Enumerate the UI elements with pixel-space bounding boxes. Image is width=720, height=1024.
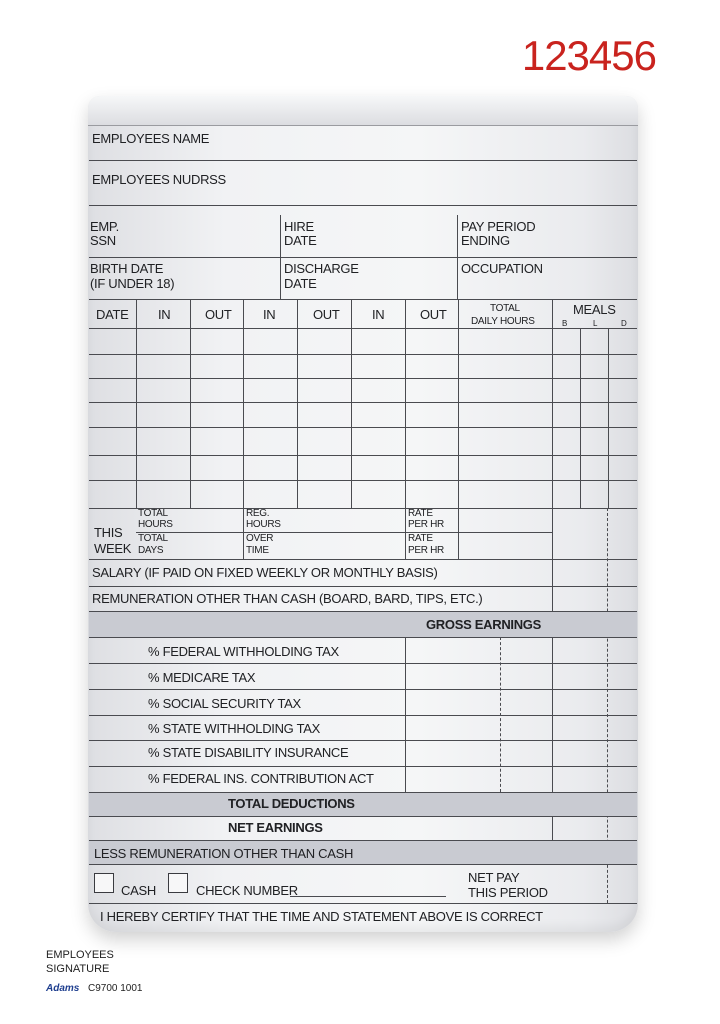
- gross-earnings-label: GROSS EARNINGS: [426, 617, 541, 632]
- birth-date-label-1: BIRTH DATE: [90, 261, 164, 276]
- divider: [89, 663, 637, 664]
- divider: [89, 816, 637, 817]
- divider: [89, 559, 637, 560]
- discharge-label-1: DISCHARGE: [284, 261, 359, 276]
- divider: [552, 299, 553, 859]
- discharge-label-2: DATE: [284, 276, 317, 291]
- col-date: DATE: [96, 307, 129, 322]
- rate-2-a: RATE: [408, 533, 433, 544]
- divider: [89, 766, 637, 767]
- employee-address-label: EMPLOYEES NUDRSS: [92, 172, 226, 187]
- col-meals: MEALS: [573, 302, 616, 317]
- deduction-fica: % FEDERAL INS. CONTRIBUTION ACT: [148, 771, 374, 786]
- col-out-3: OUT: [420, 307, 447, 322]
- deduction-federal-withholding: % FEDERAL WITHHOLDING TAX: [148, 644, 339, 659]
- meal-l: L: [593, 319, 598, 328]
- less-remuneration-label: LESS REMUNERATION OTHER THAN CASH: [94, 846, 354, 861]
- adams-logo: Adams: [46, 983, 80, 994]
- divider: [136, 299, 137, 508]
- divider: [351, 299, 352, 508]
- total-days-1: TOTAL: [138, 533, 168, 544]
- divider: [89, 903, 637, 904]
- deduction-medicare: % MEDICARE TAX: [148, 670, 256, 685]
- salary-label: SALARY (IF PAID ON FIXED WEEKLY OR MONTHLY BASIS): [92, 565, 438, 580]
- total-hours-1: TOTAL: [138, 508, 168, 519]
- reg-hours-2: HOURS: [246, 519, 281, 530]
- divider: [136, 532, 552, 533]
- net-earnings-label: NET EARNINGS: [228, 820, 323, 835]
- total-deductions-band: [89, 792, 637, 816]
- col-total-1: TOTAL: [490, 303, 520, 314]
- divider: [89, 740, 637, 741]
- col-in-3: IN: [372, 307, 385, 322]
- divider: [243, 299, 244, 559]
- occupation-label: OCCUPATION: [461, 261, 543, 276]
- meal-d: D: [621, 319, 627, 328]
- overtime-2: TIME: [246, 545, 269, 556]
- meal-b: B: [562, 319, 568, 328]
- gross-band: [89, 611, 637, 637]
- reg-hours-1: REG.: [246, 508, 270, 519]
- total-deductions-label: TOTAL DEDUCTIONS: [228, 796, 355, 811]
- divider: [580, 328, 581, 508]
- this-week-label-2: WEEK: [94, 541, 132, 556]
- table-row: [89, 354, 637, 355]
- col-out-1: OUT: [205, 307, 232, 322]
- table-row: [89, 455, 637, 456]
- table-row: [89, 402, 637, 403]
- signature-label-1: EMPLOYEES: [46, 949, 114, 961]
- this-week-label-1: THIS: [94, 525, 123, 540]
- divider: [89, 299, 637, 300]
- hire-date-label-1: HIRE: [284, 219, 314, 234]
- pay-period-label-1: PAY PERIOD: [461, 219, 536, 234]
- table-row: [89, 480, 637, 481]
- divider: [458, 299, 459, 559]
- deduction-state-withholding: % STATE WITHHOLDING TAX: [148, 721, 320, 736]
- deduction-social-security: % SOCIAL SECURITY TAX: [148, 696, 301, 711]
- deduction-state-disability: % STATE DISABILITY INSURANCE: [148, 745, 349, 760]
- divider: [405, 299, 406, 559]
- divider: [89, 840, 637, 841]
- total-hours-2: HOURS: [138, 519, 173, 530]
- cash-label: CASH: [121, 883, 156, 898]
- emp-ssn-label-2: SSN: [90, 233, 116, 248]
- form-code: C9700 1001: [88, 983, 143, 994]
- emp-ssn-label-1: EMP.: [90, 219, 119, 234]
- divider: [89, 205, 637, 206]
- divider: [190, 299, 191, 508]
- certify-statement: I HEREBY CERTIFY THAT THE TIME AND STATEMENT ABOVE IS CORRECT: [100, 909, 543, 924]
- divider: [89, 637, 637, 638]
- net-pay-label-2: THIS PERIOD: [468, 885, 548, 900]
- table-row: [89, 427, 637, 428]
- employee-name-label: EMPLOYEES NAME: [92, 131, 210, 146]
- serial-number: 123456: [521, 32, 656, 79]
- total-days-2: DAYS: [138, 545, 164, 556]
- col-out-2: OUT: [313, 307, 340, 322]
- divider: [608, 328, 609, 508]
- col-in-1: IN: [158, 307, 171, 322]
- check-number-label: CHECK NUMBER: [196, 883, 298, 898]
- signature-label-2: SIGNATURE: [46, 963, 110, 975]
- divider: [89, 792, 637, 793]
- remuneration-label: REMUNERATION OTHER THAN CASH (BOARD, BARD, TIPS, ETC.): [92, 591, 483, 606]
- divider: [89, 257, 637, 258]
- divider: [89, 689, 637, 690]
- divider: [89, 715, 637, 716]
- divider: [89, 586, 637, 587]
- form-card-top: [88, 96, 638, 126]
- divider: [297, 299, 298, 508]
- rate-1-a: RATE: [408, 508, 433, 519]
- overtime-1: OVER: [246, 533, 274, 544]
- divider: [89, 328, 637, 329]
- table-row: [89, 508, 637, 509]
- divider: [89, 160, 637, 161]
- pay-period-label-2: ENDING: [461, 233, 510, 248]
- birth-date-label-2: (IF UNDER 18): [90, 276, 175, 291]
- cash-checkbox[interactable]: [94, 873, 114, 893]
- table-row: [89, 378, 637, 379]
- rate-1-b: PER HR: [408, 519, 444, 530]
- rate-2-b: PER HR: [408, 545, 444, 556]
- col-total-2: DAILY HOURS: [471, 316, 535, 327]
- divider: [89, 611, 637, 612]
- col-in-2: IN: [263, 307, 276, 322]
- check-number-field[interactable]: [290, 896, 446, 897]
- hire-date-label-2: DATE: [284, 233, 317, 248]
- check-checkbox[interactable]: [168, 873, 188, 893]
- divider: [89, 864, 637, 865]
- net-pay-label-1: NET PAY: [468, 870, 520, 885]
